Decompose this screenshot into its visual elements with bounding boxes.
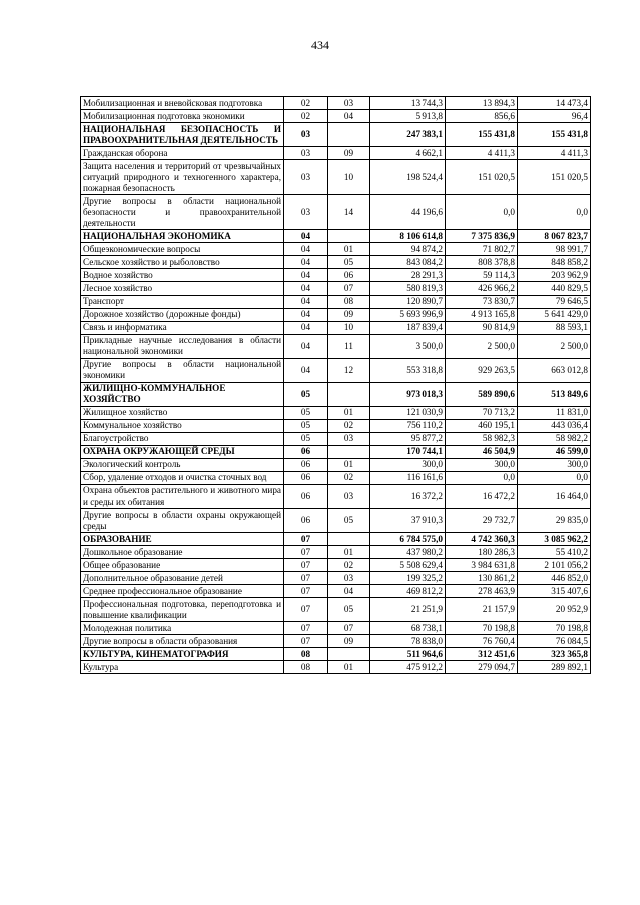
amount-year2-cell: 21 157,9 <box>446 598 518 622</box>
table-row <box>81 559 591 572</box>
section-code-cell: 07 <box>284 585 328 598</box>
amount-year1-cell: 13 744,3 <box>370 97 446 110</box>
amount-year2-cell: 426 966,2 <box>446 282 518 295</box>
amount-year3-cell: 96,4 <box>518 110 591 123</box>
row-name-cell: Коммунальное хозяйство <box>81 419 284 432</box>
section-code-cell: 04 <box>284 269 328 282</box>
row-name-cell: ОБРАЗОВАНИЕ <box>81 533 284 546</box>
amount-year2-cell: 929 263,5 <box>446 358 518 382</box>
row-name-cell: Жилищное хозяйство <box>81 406 284 419</box>
row-name-cell: Культура <box>81 661 284 674</box>
amount-year3-cell: 2 101 056,2 <box>518 559 591 572</box>
subsection-code-cell <box>328 648 370 661</box>
amount-year1-cell: 5 913,8 <box>370 110 446 123</box>
subsection-code-cell: 04 <box>328 110 370 123</box>
subsection-code-cell: 05 <box>328 598 370 622</box>
section-code-cell: 06 <box>284 458 328 471</box>
section-code-cell: 04 <box>284 321 328 334</box>
subsection-code-cell: 03 <box>328 484 370 508</box>
row-name-cell: НАЦИОНАЛЬНАЯ ЭКОНОМИКА <box>81 230 284 243</box>
amount-year3-cell: 0,0 <box>518 195 591 230</box>
table-section-row <box>81 230 591 243</box>
amount-year3-cell: 151 020,5 <box>518 160 591 195</box>
amount-year2-cell: 71 802,7 <box>446 243 518 256</box>
amount-year2-cell: 312 451,6 <box>446 648 518 661</box>
subsection-code-cell: 03 <box>328 432 370 445</box>
row-name-cell: Прикладные научные исследования в области национальной экономики <box>81 334 284 358</box>
amount-year2-cell: 151 020,5 <box>446 160 518 195</box>
amount-year3-cell: 8 067 823,7 <box>518 230 591 243</box>
amount-year1-cell: 44 196,6 <box>370 195 446 230</box>
amount-year1-cell: 300,0 <box>370 458 446 471</box>
table-row <box>81 282 591 295</box>
table-row <box>81 295 591 308</box>
table-row <box>81 546 591 559</box>
subsection-code-cell: 01 <box>328 546 370 559</box>
amount-year1-cell: 4 662,1 <box>370 147 446 160</box>
subsection-code-cell: 09 <box>328 308 370 321</box>
amount-year1-cell: 973 018,3 <box>370 382 446 406</box>
section-code-cell: 04 <box>284 282 328 295</box>
table-row <box>81 334 591 358</box>
amount-year1-cell: 469 812,2 <box>370 585 446 598</box>
amount-year2-cell: 856,6 <box>446 110 518 123</box>
section-code-cell: 06 <box>284 484 328 508</box>
subsection-code-cell: 10 <box>328 321 370 334</box>
section-code-cell: 04 <box>284 358 328 382</box>
section-code-cell: 07 <box>284 559 328 572</box>
amount-year3-cell: 663 012,8 <box>518 358 591 382</box>
row-name-cell: Среднее профессиональное образование <box>81 585 284 598</box>
row-name-cell: Профессиональная подготовка, переподготовка и повышение квалификации <box>81 598 284 622</box>
section-code-cell: 03 <box>284 195 328 230</box>
amount-year3-cell: 0,0 <box>518 471 591 484</box>
section-code-cell: 07 <box>284 622 328 635</box>
amount-year2-cell: 589 890,6 <box>446 382 518 406</box>
amount-year2-cell: 70 198,8 <box>446 622 518 635</box>
amount-year3-cell: 70 198,8 <box>518 622 591 635</box>
amount-year2-cell: 16 472,2 <box>446 484 518 508</box>
row-name-cell: ОХРАНА ОКРУЖАЮЩЕЙ СРЕДЫ <box>81 445 284 458</box>
row-name-cell: Защита населения и территорий от чрезвычайных ситуаций природного и техногенного характера, пожарная безопасность <box>81 160 284 195</box>
amount-year2-cell: 460 195,1 <box>446 419 518 432</box>
subsection-code-cell: 04 <box>328 585 370 598</box>
amount-year2-cell: 46 504,9 <box>446 445 518 458</box>
table-row <box>81 471 591 484</box>
amount-year2-cell: 7 375 836,9 <box>446 230 518 243</box>
subsection-code-cell: 02 <box>328 471 370 484</box>
table-row <box>81 308 591 321</box>
section-code-cell: 07 <box>284 533 328 546</box>
subsection-code-cell: 10 <box>328 160 370 195</box>
section-code-cell: 03 <box>284 160 328 195</box>
subsection-code-cell: 12 <box>328 358 370 382</box>
section-code-cell: 04 <box>284 230 328 243</box>
amount-year3-cell: 315 407,6 <box>518 585 591 598</box>
section-code-cell: 03 <box>284 123 328 147</box>
amount-year1-cell: 247 383,1 <box>370 123 446 147</box>
row-name-cell: Дошкольное образование <box>81 546 284 559</box>
section-code-cell: 05 <box>284 406 328 419</box>
subsection-code-cell: 01 <box>328 458 370 471</box>
section-code-cell: 03 <box>284 147 328 160</box>
section-code-cell: 02 <box>284 97 328 110</box>
table-row <box>81 635 591 648</box>
amount-year1-cell: 21 251,9 <box>370 598 446 622</box>
amount-year2-cell: 70 713,2 <box>446 406 518 419</box>
section-code-cell: 04 <box>284 334 328 358</box>
section-code-cell: 06 <box>284 471 328 484</box>
table-section-row <box>81 533 591 546</box>
subsection-code-cell: 01 <box>328 243 370 256</box>
table-row <box>81 243 591 256</box>
amount-year3-cell: 5 641 429,0 <box>518 308 591 321</box>
amount-year3-cell: 848 858,2 <box>518 256 591 269</box>
amount-year3-cell: 29 835,0 <box>518 509 591 533</box>
amount-year3-cell: 11 831,0 <box>518 406 591 419</box>
amount-year2-cell: 300,0 <box>446 458 518 471</box>
amount-year1-cell: 6 784 575,0 <box>370 533 446 546</box>
row-name-cell: Мобилизационная подготовка экономики <box>81 110 284 123</box>
amount-year3-cell: 20 952,9 <box>518 598 591 622</box>
row-name-cell: Дорожное хозяйство (дорожные фонды) <box>81 308 284 321</box>
subsection-code-cell: 07 <box>328 622 370 635</box>
amount-year3-cell: 443 036,4 <box>518 419 591 432</box>
subsection-code-cell: 14 <box>328 195 370 230</box>
row-name-cell: Другие вопросы в области национальной безопасности и правоохранительной деятельности <box>81 195 284 230</box>
section-code-cell: 08 <box>284 648 328 661</box>
table-row <box>81 256 591 269</box>
table-row <box>81 458 591 471</box>
row-name-cell: Дополнительное образование детей <box>81 572 284 585</box>
subsection-code-cell: 05 <box>328 509 370 533</box>
table-row <box>81 572 591 585</box>
amount-year3-cell: 513 849,6 <box>518 382 591 406</box>
amount-year1-cell: 5 693 996,9 <box>370 308 446 321</box>
amount-year1-cell: 843 084,2 <box>370 256 446 269</box>
subsection-code-cell: 09 <box>328 147 370 160</box>
table-row <box>81 147 591 160</box>
row-name-cell: Другие вопросы в области охраны окружающей среды <box>81 509 284 533</box>
row-name-cell: Гражданская оборона <box>81 147 284 160</box>
row-name-cell: ЖИЛИЩНО-КОММУНАЛЬНОЕ ХОЗЯЙСТВО <box>81 382 284 406</box>
section-code-cell: 05 <box>284 382 328 406</box>
amount-year2-cell: 278 463,9 <box>446 585 518 598</box>
subsection-code-cell: 11 <box>328 334 370 358</box>
amount-year3-cell: 88 593,1 <box>518 321 591 334</box>
amount-year1-cell: 3 500,0 <box>370 334 446 358</box>
row-name-cell: Сельское хозяйство и рыболовство <box>81 256 284 269</box>
amount-year1-cell: 16 372,2 <box>370 484 446 508</box>
subsection-code-cell: 08 <box>328 295 370 308</box>
table-section-row <box>81 648 591 661</box>
section-code-cell: 04 <box>284 308 328 321</box>
amount-year3-cell: 79 646,5 <box>518 295 591 308</box>
table-row <box>81 509 591 533</box>
row-name-cell: Другие вопросы в области образования <box>81 635 284 648</box>
amount-year2-cell: 4 913 165,8 <box>446 308 518 321</box>
subsection-code-cell: 01 <box>328 406 370 419</box>
section-code-cell: 07 <box>284 572 328 585</box>
table-row <box>81 321 591 334</box>
amount-year2-cell: 0,0 <box>446 195 518 230</box>
row-name-cell: Связь и информатика <box>81 321 284 334</box>
amount-year2-cell: 130 861,2 <box>446 572 518 585</box>
section-code-cell: 06 <box>284 445 328 458</box>
subsection-code-cell: 06 <box>328 269 370 282</box>
section-code-cell: 04 <box>284 243 328 256</box>
row-name-cell: Благоустройство <box>81 432 284 445</box>
row-name-cell: Охрана объектов растительного и животного мира и среды их обитания <box>81 484 284 508</box>
table-row <box>81 585 591 598</box>
table-row <box>81 358 591 382</box>
amount-year3-cell: 2 500,0 <box>518 334 591 358</box>
table-row <box>81 661 591 674</box>
table-row <box>81 195 591 230</box>
table-row <box>81 432 591 445</box>
row-name-cell: НАЦИОНАЛЬНАЯ БЕЗОПАСНОСТЬ И ПРАВООХРАНИТЕЛЬНАЯ ДЕЯТЕЛЬНОСТЬ <box>81 123 284 147</box>
amount-year2-cell: 58 982,3 <box>446 432 518 445</box>
row-name-cell: Лесное хозяйство <box>81 282 284 295</box>
subsection-code-cell <box>328 533 370 546</box>
table-row <box>81 160 591 195</box>
subsection-code-cell: 02 <box>328 419 370 432</box>
amount-year1-cell: 199 325,2 <box>370 572 446 585</box>
row-name-cell: Сбор, удаление отходов и очистка сточных вод <box>81 471 284 484</box>
table-section-row <box>81 123 591 147</box>
row-name-cell: Водное хозяйство <box>81 269 284 282</box>
section-code-cell: 07 <box>284 598 328 622</box>
subsection-code-cell: 01 <box>328 661 370 674</box>
amount-year2-cell: 90 814,9 <box>446 321 518 334</box>
amount-year2-cell: 76 760,4 <box>446 635 518 648</box>
table-row <box>81 269 591 282</box>
section-code-cell: 07 <box>284 635 328 648</box>
section-code-cell: 08 <box>284 661 328 674</box>
amount-year3-cell: 300,0 <box>518 458 591 471</box>
subsection-code-cell: 03 <box>328 572 370 585</box>
amount-year2-cell: 4 411,3 <box>446 147 518 160</box>
amount-year3-cell: 98 991,7 <box>518 243 591 256</box>
subsection-code-cell: 02 <box>328 559 370 572</box>
amount-year3-cell: 58 982,2 <box>518 432 591 445</box>
row-name-cell: Молодежная политика <box>81 622 284 635</box>
amount-year1-cell: 5 508 629,4 <box>370 559 446 572</box>
table-row <box>81 97 591 110</box>
amount-year3-cell: 446 852,0 <box>518 572 591 585</box>
row-name-cell: КУЛЬТУРА, КИНЕМАТОГРАФИЯ <box>81 648 284 661</box>
amount-year1-cell: 511 964,6 <box>370 648 446 661</box>
amount-year2-cell: 29 732,7 <box>446 509 518 533</box>
subsection-code-cell: 07 <box>328 282 370 295</box>
amount-year3-cell: 203 962,9 <box>518 269 591 282</box>
amount-year1-cell: 580 819,3 <box>370 282 446 295</box>
amount-year3-cell: 46 599,0 <box>518 445 591 458</box>
budget-table <box>80 96 591 674</box>
amount-year3-cell: 155 431,8 <box>518 123 591 147</box>
table-row <box>81 419 591 432</box>
amount-year1-cell: 756 110,2 <box>370 419 446 432</box>
table-row <box>81 622 591 635</box>
section-code-cell: 06 <box>284 509 328 533</box>
section-code-cell: 04 <box>284 295 328 308</box>
table-section-row <box>81 445 591 458</box>
table-row <box>81 598 591 622</box>
amount-year1-cell: 37 910,3 <box>370 509 446 533</box>
table-section-row <box>81 382 591 406</box>
row-name-cell: Общеэкономические вопросы <box>81 243 284 256</box>
amount-year2-cell: 279 094,7 <box>446 661 518 674</box>
table-row <box>81 110 591 123</box>
amount-year1-cell: 95 877,2 <box>370 432 446 445</box>
amount-year3-cell: 3 085 962,2 <box>518 533 591 546</box>
page-number: 434 <box>311 38 329 52</box>
amount-year2-cell: 59 114,3 <box>446 269 518 282</box>
subsection-code-cell <box>328 230 370 243</box>
section-code-cell: 05 <box>284 432 328 445</box>
table-row <box>81 406 591 419</box>
amount-year1-cell: 475 912,2 <box>370 661 446 674</box>
row-name-cell: Другие вопросы в области национальной экономики <box>81 358 284 382</box>
budget-table-body <box>81 97 591 674</box>
amount-year1-cell: 187 839,4 <box>370 321 446 334</box>
row-name-cell: Транспорт <box>81 295 284 308</box>
amount-year1-cell: 170 744,1 <box>370 445 446 458</box>
row-name-cell: Экологический контроль <box>81 458 284 471</box>
amount-year2-cell: 155 431,8 <box>446 123 518 147</box>
amount-year1-cell: 116 161,6 <box>370 471 446 484</box>
subsection-code-cell: 03 <box>328 97 370 110</box>
subsection-code-cell <box>328 445 370 458</box>
section-code-cell: 07 <box>284 546 328 559</box>
subsection-code-cell <box>328 123 370 147</box>
amount-year2-cell: 2 500,0 <box>446 334 518 358</box>
amount-year3-cell: 16 464,0 <box>518 484 591 508</box>
amount-year3-cell: 4 411,3 <box>518 147 591 160</box>
row-name-cell: Мобилизационная и вневойсковая подготовка <box>81 97 284 110</box>
table-row <box>81 484 591 508</box>
amount-year3-cell: 440 829,5 <box>518 282 591 295</box>
amount-year1-cell: 78 838,0 <box>370 635 446 648</box>
amount-year3-cell: 55 410,2 <box>518 546 591 559</box>
amount-year2-cell: 73 830,7 <box>446 295 518 308</box>
amount-year1-cell: 28 291,3 <box>370 269 446 282</box>
section-code-cell: 02 <box>284 110 328 123</box>
subsection-code-cell: 09 <box>328 635 370 648</box>
amount-year3-cell: 14 473,4 <box>518 97 591 110</box>
amount-year3-cell: 76 084,5 <box>518 635 591 648</box>
amount-year1-cell: 121 030,9 <box>370 406 446 419</box>
section-code-cell: 05 <box>284 419 328 432</box>
amount-year1-cell: 68 738,1 <box>370 622 446 635</box>
amount-year1-cell: 437 980,2 <box>370 546 446 559</box>
amount-year2-cell: 3 984 631,8 <box>446 559 518 572</box>
amount-year2-cell: 0,0 <box>446 471 518 484</box>
row-name-cell: Общее образование <box>81 559 284 572</box>
amount-year1-cell: 94 874,2 <box>370 243 446 256</box>
amount-year2-cell: 13 894,3 <box>446 97 518 110</box>
amount-year3-cell: 289 892,1 <box>518 661 591 674</box>
amount-year1-cell: 8 106 614,8 <box>370 230 446 243</box>
amount-year2-cell: 4 742 360,3 <box>446 533 518 546</box>
subsection-code-cell <box>328 382 370 406</box>
amount-year1-cell: 120 890,7 <box>370 295 446 308</box>
amount-year2-cell: 180 286,3 <box>446 546 518 559</box>
amount-year1-cell: 198 524,4 <box>370 160 446 195</box>
section-code-cell: 04 <box>284 256 328 269</box>
subsection-code-cell: 05 <box>328 256 370 269</box>
amount-year1-cell: 553 318,8 <box>370 358 446 382</box>
amount-year3-cell: 323 365,8 <box>518 648 591 661</box>
amount-year2-cell: 808 378,8 <box>446 256 518 269</box>
